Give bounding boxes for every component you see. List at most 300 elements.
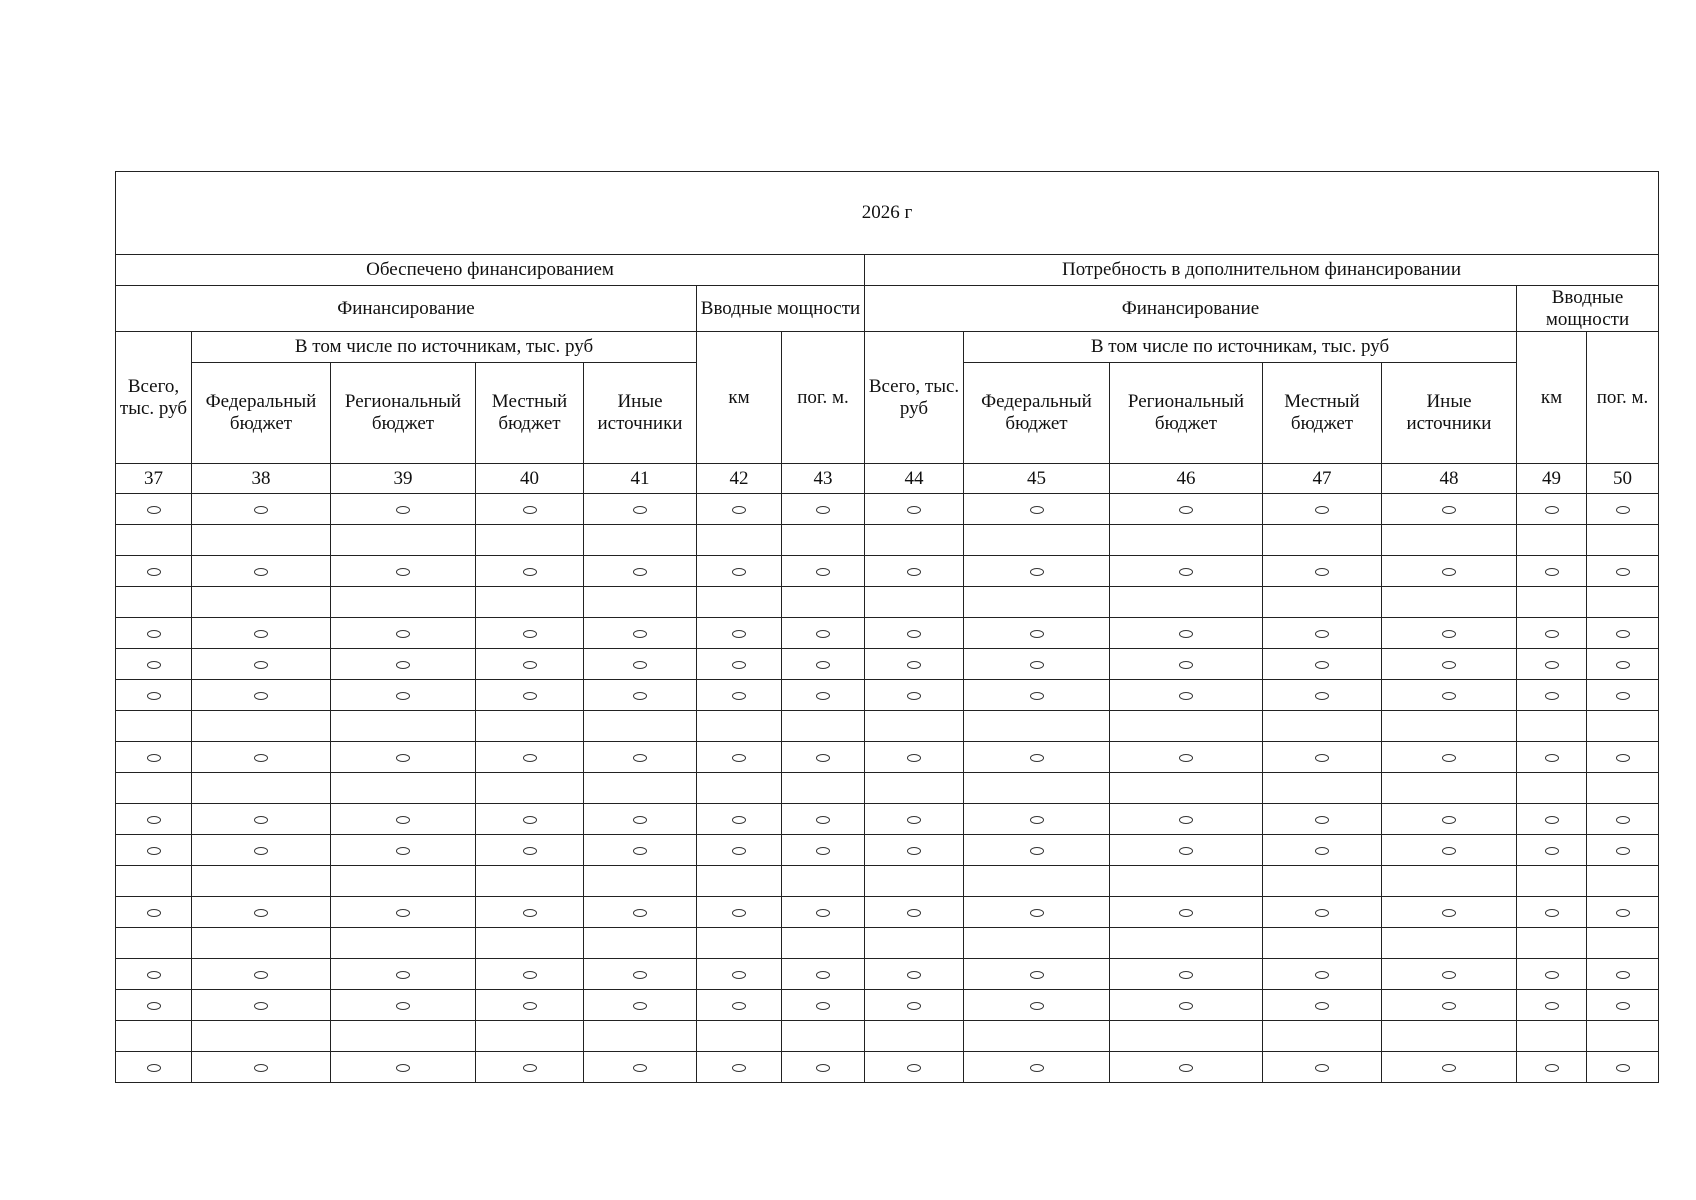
table-cell (1382, 587, 1517, 618)
secured-other-header: Иные источники (584, 363, 697, 464)
table-cell (1382, 494, 1517, 525)
table-cell (865, 525, 964, 556)
group-secured-header: Обеспечено финансированием (116, 255, 865, 286)
table-cell (1587, 835, 1659, 866)
dash-mark-icon (907, 909, 921, 917)
table-cell (782, 680, 865, 711)
table-cell (476, 494, 584, 525)
table-cell (1517, 680, 1587, 711)
table-cell (1587, 1052, 1659, 1083)
column-numbers-row (116, 464, 1659, 494)
table-cell (192, 897, 331, 928)
table-row (116, 897, 1659, 928)
dash-mark-icon (523, 816, 537, 824)
dash-mark-icon (1616, 1002, 1630, 1010)
group-needed-header: Потребность в дополнительном финансировании (865, 255, 1659, 286)
table-cell (1263, 804, 1382, 835)
dash-mark-icon (633, 506, 647, 514)
table-cell (116, 1052, 192, 1083)
table-cell (697, 1052, 782, 1083)
table-cell (331, 494, 476, 525)
dash-mark-icon (1442, 847, 1456, 855)
dash-mark-icon (254, 1002, 268, 1010)
dash-mark-icon (1442, 971, 1456, 979)
table-cell (1517, 494, 1587, 525)
group-row (116, 255, 1659, 286)
empty-table-row (116, 928, 1659, 959)
table-cell (782, 1052, 865, 1083)
table-cell (1517, 866, 1587, 897)
table-cell (331, 587, 476, 618)
dash-mark-icon (523, 754, 537, 762)
table-cell (865, 494, 964, 525)
table-cell (584, 525, 697, 556)
column-number: 42 (697, 464, 782, 494)
table-cell (865, 1021, 964, 1052)
table-cell (1517, 525, 1587, 556)
table-cell (1587, 773, 1659, 804)
table-cell (865, 1052, 964, 1083)
dash-mark-icon (633, 1064, 647, 1072)
table-cell (584, 680, 697, 711)
table-cell (1110, 959, 1263, 990)
dash-mark-icon (816, 1002, 830, 1010)
table-cell (476, 587, 584, 618)
table-cell (192, 835, 331, 866)
table-cell (782, 556, 865, 587)
subgroup-row (116, 286, 1659, 332)
table-cell (1263, 649, 1382, 680)
table-cell (1110, 835, 1263, 866)
table-cell (116, 587, 192, 618)
dash-mark-icon (907, 847, 921, 855)
dash-mark-icon (816, 971, 830, 979)
dash-mark-icon (254, 692, 268, 700)
dash-mark-icon (147, 630, 161, 638)
dash-mark-icon (396, 1002, 410, 1010)
dash-mark-icon (1545, 754, 1559, 762)
table-cell (964, 928, 1110, 959)
table-row (116, 804, 1659, 835)
dash-mark-icon (1315, 692, 1329, 700)
table-cell (1382, 649, 1517, 680)
column-number: 40 (476, 464, 584, 494)
table-cell (1263, 742, 1382, 773)
table-cell (476, 773, 584, 804)
dash-mark-icon (1616, 816, 1630, 824)
table-cell (1110, 1021, 1263, 1052)
table-cell (1517, 928, 1587, 959)
table-cell (697, 680, 782, 711)
dash-mark-icon (633, 692, 647, 700)
table-cell (584, 587, 697, 618)
table-cell (1110, 680, 1263, 711)
table-cell (192, 804, 331, 835)
dash-mark-icon (1179, 754, 1193, 762)
dash-mark-icon (1616, 847, 1630, 855)
dash-mark-icon (816, 909, 830, 917)
dash-mark-icon (732, 630, 746, 638)
table-row (116, 680, 1659, 711)
table-cell (1382, 897, 1517, 928)
table-cell (782, 587, 865, 618)
dash-mark-icon (1442, 568, 1456, 576)
table-cell (584, 494, 697, 525)
dash-mark-icon (1030, 506, 1044, 514)
table-cell (584, 928, 697, 959)
dash-mark-icon (633, 1002, 647, 1010)
table-cell (584, 897, 697, 928)
table-cell (865, 990, 964, 1021)
dash-mark-icon (1616, 754, 1630, 762)
dash-mark-icon (1442, 630, 1456, 638)
dash-mark-icon (907, 971, 921, 979)
dash-mark-icon (523, 506, 537, 514)
needed-financing-header: Финансирование (865, 286, 1517, 332)
table-cell (1382, 866, 1517, 897)
table-cell (1517, 649, 1587, 680)
table-cell (1382, 1021, 1517, 1052)
table-cell (697, 928, 782, 959)
table-cell (964, 649, 1110, 680)
table-cell (782, 835, 865, 866)
table-cell (1587, 928, 1659, 959)
dash-mark-icon (1545, 630, 1559, 638)
table-cell (782, 1021, 865, 1052)
dash-mark-icon (633, 909, 647, 917)
dash-mark-icon (633, 630, 647, 638)
dash-mark-icon (254, 568, 268, 576)
dash-mark-icon (1545, 816, 1559, 824)
table-cell (331, 711, 476, 742)
column-number: 44 (865, 464, 964, 494)
dash-mark-icon (1030, 661, 1044, 669)
dash-mark-icon (1616, 568, 1630, 576)
table-cell (584, 835, 697, 866)
dash-mark-icon (254, 909, 268, 917)
dash-mark-icon (396, 847, 410, 855)
table-cell (584, 959, 697, 990)
table-cell (1517, 959, 1587, 990)
table-cell (1587, 742, 1659, 773)
dash-mark-icon (1030, 847, 1044, 855)
dash-mark-icon (732, 661, 746, 669)
dash-mark-icon (1179, 630, 1193, 638)
table-cell (782, 866, 865, 897)
table-cell (116, 866, 192, 897)
table-cell (476, 649, 584, 680)
table-cell (782, 959, 865, 990)
dash-mark-icon (523, 568, 537, 576)
dash-mark-icon (1616, 909, 1630, 917)
table-row (116, 494, 1659, 525)
table-cell (964, 835, 1110, 866)
table-cell (1382, 525, 1517, 556)
secured-capacity-header: Вводные мощности (697, 286, 865, 332)
dash-mark-icon (633, 754, 647, 762)
dash-mark-icon (907, 568, 921, 576)
table-cell (476, 897, 584, 928)
dash-mark-icon (1179, 506, 1193, 514)
table-cell (331, 649, 476, 680)
table-cell (331, 959, 476, 990)
table-cell (116, 494, 192, 525)
table-cell (1587, 587, 1659, 618)
dash-mark-icon (1442, 909, 1456, 917)
dash-mark-icon (1030, 568, 1044, 576)
dash-mark-icon (1179, 816, 1193, 824)
dash-mark-icon (1315, 630, 1329, 638)
table-cell (192, 1021, 331, 1052)
table-cell (331, 1021, 476, 1052)
dash-mark-icon (254, 506, 268, 514)
table-cell (1110, 587, 1263, 618)
dash-mark-icon (1315, 816, 1329, 824)
dash-mark-icon (254, 971, 268, 979)
table-cell (1517, 990, 1587, 1021)
table-cell (331, 804, 476, 835)
dash-mark-icon (147, 1064, 161, 1072)
secured-financing-header: Финансирование (116, 286, 697, 332)
table-cell (1382, 773, 1517, 804)
dash-mark-icon (147, 909, 161, 917)
dash-mark-icon (1030, 1002, 1044, 1010)
table-cell (476, 742, 584, 773)
dash-mark-icon (1315, 568, 1329, 576)
table-cell (1382, 835, 1517, 866)
table-row (116, 556, 1659, 587)
dash-mark-icon (1545, 568, 1559, 576)
table-cell (116, 928, 192, 959)
table-cell (476, 1052, 584, 1083)
table-cell (964, 990, 1110, 1021)
table-cell (1587, 1021, 1659, 1052)
dash-mark-icon (147, 971, 161, 979)
table-cell (964, 959, 1110, 990)
table-cell (476, 525, 584, 556)
column-number: 41 (584, 464, 697, 494)
table-cell (1263, 587, 1382, 618)
sources-row (116, 332, 1659, 363)
table-cell (192, 711, 331, 742)
table-cell (964, 525, 1110, 556)
table-cell (584, 711, 697, 742)
table-cell (476, 835, 584, 866)
table-cell (1110, 494, 1263, 525)
table-cell (1263, 773, 1382, 804)
table-cell (782, 742, 865, 773)
table-cell (1517, 1021, 1587, 1052)
table-cell (584, 742, 697, 773)
column-number: 39 (331, 464, 476, 494)
table-cell (116, 525, 192, 556)
column-number: 37 (116, 464, 192, 494)
dash-mark-icon (1179, 847, 1193, 855)
dash-mark-icon (396, 816, 410, 824)
dash-mark-icon (907, 692, 921, 700)
table-row (116, 1052, 1659, 1083)
table-cell (865, 680, 964, 711)
table-cell (1517, 742, 1587, 773)
dash-mark-icon (1442, 506, 1456, 514)
table-cell (865, 897, 964, 928)
empty-table-row (116, 866, 1659, 897)
table-cell (1587, 866, 1659, 897)
table-cell (1517, 835, 1587, 866)
secured-regional-header: Региональный бюджет (331, 363, 476, 464)
table-cell (1382, 959, 1517, 990)
table-cell (964, 804, 1110, 835)
dash-mark-icon (1030, 692, 1044, 700)
table-cell (697, 556, 782, 587)
table-cell (964, 494, 1110, 525)
table-cell (964, 773, 1110, 804)
table-cell (584, 773, 697, 804)
table-cell (1110, 618, 1263, 649)
dash-mark-icon (907, 661, 921, 669)
table-cell (865, 835, 964, 866)
dash-mark-icon (1545, 661, 1559, 669)
table-cell (192, 680, 331, 711)
table-cell (1110, 556, 1263, 587)
dash-mark-icon (816, 630, 830, 638)
table-cell (331, 773, 476, 804)
column-number: 47 (1263, 464, 1382, 494)
table-cell (1110, 990, 1263, 1021)
dash-mark-icon (1616, 661, 1630, 669)
table-cell (476, 711, 584, 742)
column-number: 48 (1382, 464, 1517, 494)
dash-mark-icon (816, 754, 830, 762)
table-cell (865, 711, 964, 742)
dash-mark-icon (1442, 1064, 1456, 1072)
table-cell (1517, 711, 1587, 742)
dash-mark-icon (396, 568, 410, 576)
table-cell (476, 928, 584, 959)
dash-mark-icon (254, 1064, 268, 1072)
dash-mark-icon (396, 909, 410, 917)
table-cell (1382, 804, 1517, 835)
dash-mark-icon (816, 1064, 830, 1072)
table-row (116, 618, 1659, 649)
dash-mark-icon (907, 630, 921, 638)
dash-mark-icon (732, 847, 746, 855)
dash-mark-icon (633, 847, 647, 855)
table-cell (782, 773, 865, 804)
dash-mark-icon (907, 1002, 921, 1010)
table-cell (331, 1052, 476, 1083)
table-cell (1382, 742, 1517, 773)
table-row (116, 649, 1659, 680)
dash-mark-icon (816, 692, 830, 700)
table-cell (192, 525, 331, 556)
dash-mark-icon (396, 506, 410, 514)
dash-mark-icon (1545, 692, 1559, 700)
dash-mark-icon (1442, 661, 1456, 669)
table-cell (331, 525, 476, 556)
dash-mark-icon (1030, 971, 1044, 979)
table-cell (1382, 680, 1517, 711)
needed-capacity-header: Вводные мощности (1517, 286, 1659, 332)
secured-federal-header: Федеральный бюджет (192, 363, 331, 464)
dash-mark-icon (254, 661, 268, 669)
table-cell (331, 742, 476, 773)
dash-mark-icon (523, 661, 537, 669)
dash-mark-icon (523, 1064, 537, 1072)
table-cell (192, 1052, 331, 1083)
table-cell (584, 804, 697, 835)
year-title: 2026 г (116, 172, 1659, 255)
table-cell (697, 525, 782, 556)
table-cell (865, 556, 964, 587)
table-row (116, 959, 1659, 990)
dash-mark-icon (396, 661, 410, 669)
dash-mark-icon (1179, 909, 1193, 917)
table-cell (964, 897, 1110, 928)
empty-table-row (116, 587, 1659, 618)
table-cell (964, 1052, 1110, 1083)
table-cell (1110, 1052, 1263, 1083)
dash-mark-icon (147, 1002, 161, 1010)
column-number: 46 (1110, 464, 1263, 494)
table-cell (476, 866, 584, 897)
secured-total-header: Всего, тыс. руб (116, 332, 192, 464)
empty-table-row (116, 1021, 1659, 1052)
dash-mark-icon (633, 568, 647, 576)
table-cell (865, 928, 964, 959)
needed-pog-m-header: пог. м. (1587, 332, 1659, 464)
dash-mark-icon (396, 1064, 410, 1072)
table-cell (697, 742, 782, 773)
table-cell (697, 866, 782, 897)
table-cell (1587, 649, 1659, 680)
dash-mark-icon (907, 1064, 921, 1072)
table-cell (782, 494, 865, 525)
table-cell (584, 1052, 697, 1083)
dash-mark-icon (1616, 692, 1630, 700)
dash-mark-icon (523, 847, 537, 855)
table-row (116, 742, 1659, 773)
table-cell (1517, 1052, 1587, 1083)
dash-mark-icon (1545, 1002, 1559, 1010)
table-cell (697, 494, 782, 525)
secured-local-header: Местный бюджет (476, 363, 584, 464)
table-cell (1110, 866, 1263, 897)
table-cell (1110, 773, 1263, 804)
dash-mark-icon (1616, 971, 1630, 979)
table-cell (697, 1021, 782, 1052)
table-cell (116, 897, 192, 928)
secured-pog-m-header: пог. м. (782, 332, 865, 464)
table-cell (697, 773, 782, 804)
table-cell (192, 587, 331, 618)
dash-mark-icon (1315, 661, 1329, 669)
table-cell (964, 556, 1110, 587)
table-cell (1587, 494, 1659, 525)
empty-table-row (116, 711, 1659, 742)
table-cell (192, 773, 331, 804)
table-cell (1382, 990, 1517, 1021)
dash-mark-icon (254, 816, 268, 824)
dash-mark-icon (1315, 1002, 1329, 1010)
table-cell (331, 928, 476, 959)
dash-mark-icon (907, 506, 921, 514)
table-cell (116, 959, 192, 990)
column-number: 43 (782, 464, 865, 494)
table-cell (331, 835, 476, 866)
dash-mark-icon (1616, 506, 1630, 514)
dash-mark-icon (147, 692, 161, 700)
